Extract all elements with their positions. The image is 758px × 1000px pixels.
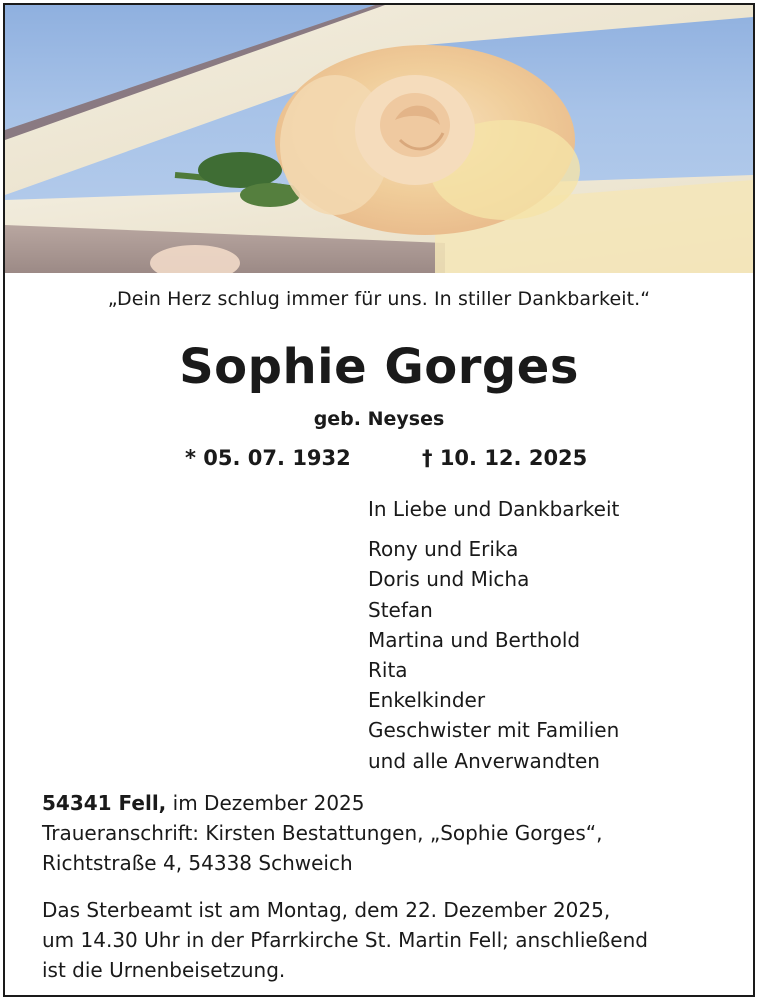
place-and-address xyxy=(42,788,602,878)
funeral-line: ist die Urnenbeisetzung. xyxy=(42,958,286,982)
mourning-address-line1: Traueranschrift: Kirsten Bestattungen, „Sophie Gorges“, xyxy=(42,821,603,845)
funeral-line: um 14.30 Uhr in der Pfarrkirche St. Martin Fell; anschließend xyxy=(42,928,648,952)
death-date-value: 10. 12. 2025 xyxy=(439,446,588,470)
place-town: 54341 Fell, xyxy=(42,791,167,815)
birth-date-value: 05. 07. 1932 xyxy=(203,446,351,470)
maiden-name: geb. Neyses xyxy=(313,408,445,430)
memorial-quote: „Dein Herz schlug immer für uns. In stiller Dankbarkeit.“ xyxy=(107,288,651,310)
funeral-line: Das Sterbeamt ist am Montag, dem 22. Dezember 2025, xyxy=(42,898,611,922)
rose-on-book-image xyxy=(5,5,753,273)
mourner-name: Doris und Micha xyxy=(368,567,530,592)
mourner-name: Rony und Erika xyxy=(368,537,519,562)
mourner-name: Enkelkinder xyxy=(368,688,486,713)
death-date xyxy=(422,446,587,470)
mourner-name: Rita xyxy=(368,658,408,683)
place-date-line xyxy=(42,788,602,818)
mourner-name: und alle Anverwandten xyxy=(368,748,600,773)
deceased-name: Sophie Gorges xyxy=(179,339,579,395)
mourner-name: Geschwister mit Familien xyxy=(368,718,620,743)
funeral-details xyxy=(42,895,648,985)
birth-symbol: * xyxy=(185,446,196,470)
mourner-name: Martina und Berthold xyxy=(368,627,581,652)
obituary-notice xyxy=(3,3,755,997)
death-cross-symbol: † xyxy=(422,446,433,470)
mourner-name: Stefan xyxy=(368,597,433,622)
birth-date xyxy=(185,446,351,470)
rose-book-photo xyxy=(5,5,753,273)
mourning-address-line2: Richtstraße 4, 54338 Schweich xyxy=(42,851,353,875)
mourners-intro: In Liebe und Dankbarkeit xyxy=(368,497,620,521)
mourners-list xyxy=(368,494,619,776)
place-date: im Dezember 2025 xyxy=(172,791,365,815)
